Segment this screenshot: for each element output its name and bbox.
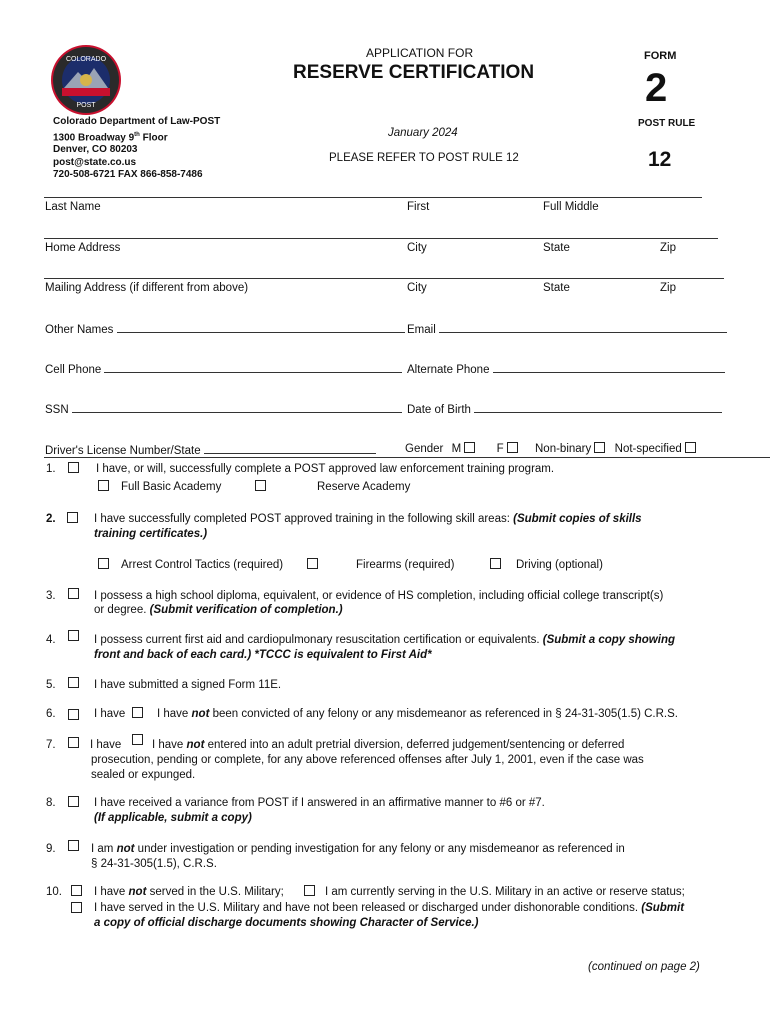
agency-block bbox=[53, 116, 220, 182]
home-city-label: City bbox=[407, 242, 427, 254]
item-10-served-label: I have served in the U.S. Military and have not been released or discharged under dishonorable conditions. (Submit bbox=[94, 902, 685, 914]
arrest-control-checkbox[interactable] bbox=[98, 558, 109, 569]
refer-note: PLEASE REFER TO POST RULE 12 bbox=[329, 152, 519, 164]
app-for-label: APPLICATION FOR bbox=[366, 46, 474, 60]
item-6-have-label: I have bbox=[94, 708, 126, 720]
item-3-number: 3. bbox=[46, 590, 56, 602]
continued-note: (continued on page 2) bbox=[588, 961, 700, 973]
gender-f-checkbox[interactable] bbox=[507, 442, 518, 453]
home-zip-label: Zip bbox=[660, 242, 676, 254]
cell-phone-label: Cell Phone bbox=[45, 364, 102, 376]
firearms-label: Firearms (required) bbox=[356, 559, 455, 571]
form-number: 2 bbox=[645, 66, 668, 110]
home-address-label: Home Address bbox=[45, 242, 121, 254]
arrest-control-label: Arrest Control Tactics (required) bbox=[121, 559, 284, 571]
item-3-checkbox[interactable] bbox=[68, 588, 79, 599]
mailing-address-line[interactable] bbox=[44, 278, 724, 279]
item-7-text-3: sealed or expunged. bbox=[91, 769, 196, 781]
dl-label: Driver's License Number/State bbox=[45, 445, 201, 457]
section-divider bbox=[44, 457, 770, 458]
dob-row bbox=[407, 402, 722, 416]
other-names-row bbox=[45, 322, 405, 336]
email-field[interactable] bbox=[439, 322, 727, 333]
item-4-note: front and back of each card.) *TCCC is equivalent to First Aid* bbox=[94, 649, 432, 661]
item-6-text: I have not been convicted of any felony or any misdemeanor as referenced in § 24-31-305(1.5) C.R.S. bbox=[157, 708, 678, 720]
home-state-label: State bbox=[543, 242, 570, 254]
item-6-have-checkbox[interactable] bbox=[68, 709, 79, 720]
reserve-academy-label: Reserve Academy bbox=[317, 481, 411, 493]
item-7-text: I have not entered into an adult pretrial diversion, deferred judgement/sentencing or deferred bbox=[152, 739, 625, 751]
post-logo bbox=[50, 44, 122, 116]
dob-field[interactable] bbox=[474, 402, 722, 413]
item-10-note: a copy of official discharge documents showing Character of Service.) bbox=[94, 917, 479, 929]
item-4-checkbox[interactable] bbox=[68, 630, 79, 641]
alternate-phone-row bbox=[407, 362, 725, 376]
item-8-number: 8. bbox=[46, 797, 56, 809]
item-2-checkbox[interactable] bbox=[67, 512, 78, 523]
item-7-text-2: prosecution, pending or complete, for any above referenced offenses after July 1, 2001, even if the case was bbox=[91, 754, 644, 766]
gender-m-label: M bbox=[451, 443, 462, 455]
form-date: January 2024 bbox=[388, 127, 458, 139]
dl-field[interactable] bbox=[204, 443, 376, 454]
name-line[interactable] bbox=[44, 197, 702, 198]
mailing-state-label: State bbox=[543, 282, 570, 294]
first-name-label: First bbox=[407, 201, 430, 213]
item-5-number: 5. bbox=[46, 679, 56, 691]
gender-ns-checkbox[interactable] bbox=[685, 442, 696, 453]
email-label: Email bbox=[407, 324, 436, 336]
agency-email: post@state.co.us bbox=[53, 156, 137, 168]
item-5-text: I have submitted a signed Form 11E. bbox=[94, 679, 282, 691]
last-name-label: Last Name bbox=[45, 201, 101, 213]
dl-row bbox=[45, 443, 376, 457]
item-6-number: 6. bbox=[46, 708, 56, 720]
form-title: RESERVE CERTIFICATION bbox=[293, 62, 535, 83]
post-rule-label: POST RULE bbox=[638, 118, 696, 129]
item-10-not-served-label: I have not served in the U.S. Military; bbox=[94, 886, 284, 898]
agency-name: Colorado Department of Law-POST bbox=[53, 116, 221, 127]
item-10-served-checkbox[interactable] bbox=[71, 902, 82, 913]
item-1-number: 1. bbox=[46, 463, 56, 475]
other-names-field[interactable] bbox=[117, 322, 405, 333]
item-9-text: I am not under investigation or pending investigation for any felony or any misdemeanor as referenced in bbox=[91, 843, 625, 855]
item-6-have-not-checkbox[interactable] bbox=[132, 707, 143, 718]
agency-street: 1300 Broadway 9th Floor bbox=[53, 131, 168, 143]
ssn-label: SSN bbox=[45, 404, 69, 416]
item-1-text: I have, or will, successfully complete a POST approved law enforcement training program. bbox=[96, 463, 555, 475]
item-9-number: 9. bbox=[46, 843, 56, 855]
item-2-note: training certificates.) bbox=[94, 528, 208, 540]
item-10-not-served-checkbox[interactable] bbox=[71, 885, 82, 896]
gender-f-label: F bbox=[496, 443, 504, 455]
item-7-have-label: I have bbox=[90, 739, 122, 751]
driving-checkbox[interactable] bbox=[490, 558, 501, 569]
item-9-text-2: § 24-31-305(1.5), C.R.S. bbox=[91, 858, 217, 870]
cell-phone-row bbox=[45, 362, 402, 376]
gender-label: Gender bbox=[405, 443, 444, 455]
mailing-zip-label: Zip bbox=[660, 282, 676, 294]
ssn-row bbox=[45, 402, 402, 416]
item-3-text-2: or degree. (Submit verification of completion.) bbox=[94, 604, 343, 616]
post-rule-number: 12 bbox=[648, 148, 672, 171]
item-1-checkbox[interactable] bbox=[68, 462, 79, 473]
agency-phone: 720-508-6721 FAX 866-858-7486 bbox=[53, 169, 203, 181]
item-3-text: I possess a high school diploma, equivalent, or evidence of HS completion, including official college transcript(s) bbox=[94, 590, 664, 602]
alternate-phone-field[interactable] bbox=[493, 362, 725, 373]
middle-name-label: Full Middle bbox=[543, 201, 599, 213]
gender-nb-checkbox[interactable] bbox=[594, 442, 605, 453]
email-row bbox=[407, 322, 727, 336]
form-label: FORM bbox=[644, 50, 677, 62]
firearms-checkbox[interactable] bbox=[307, 558, 318, 569]
reserve-academy-checkbox[interactable] bbox=[255, 480, 266, 491]
full-basic-academy-label: Full Basic Academy bbox=[121, 481, 222, 493]
gender-m-checkbox[interactable] bbox=[464, 442, 475, 453]
item-8-text: I have received a variance from POST if I answered in an affirmative manner to #6 or #7. bbox=[94, 797, 545, 809]
item-10-number: 10. bbox=[46, 886, 62, 898]
item-9-checkbox[interactable] bbox=[68, 840, 79, 851]
dob-label: Date of Birth bbox=[407, 404, 471, 416]
svg-text:POST: POST bbox=[76, 102, 96, 109]
item-7-number: 7. bbox=[46, 739, 56, 751]
svg-text:COLORADO: COLORADO bbox=[65, 56, 107, 63]
item-2-number: 2. bbox=[46, 513, 56, 525]
item-7-have-checkbox[interactable] bbox=[68, 737, 79, 748]
item-8-checkbox[interactable] bbox=[68, 796, 79, 807]
item-10-serving-checkbox[interactable] bbox=[304, 885, 315, 896]
gender-ns-label: Not-specified bbox=[614, 443, 682, 455]
cell-phone-field[interactable] bbox=[104, 362, 402, 373]
item-5-checkbox[interactable] bbox=[68, 677, 79, 688]
other-names-label: Other Names bbox=[45, 324, 114, 336]
item-8-note: (If applicable, submit a copy) bbox=[94, 812, 252, 824]
item-4-number: 4. bbox=[46, 634, 56, 646]
mailing-address-label: Mailing Address (if different from above) bbox=[45, 282, 249, 294]
item-2-text: I have successfully completed POST approved training in the following skill areas: (Submit copies of skills bbox=[94, 513, 642, 525]
agency-city: Denver, CO 80203 bbox=[53, 144, 138, 156]
home-address-line[interactable] bbox=[44, 238, 718, 239]
item-4-text: I possess current first aid and cardiopulmonary resuscitation certification or equivalents. (Submit a copy showing bbox=[94, 634, 675, 646]
gender-row bbox=[405, 442, 696, 455]
mailing-city-label: City bbox=[407, 282, 427, 294]
gender-nb-label: Non-binary bbox=[535, 443, 592, 455]
item-7-have-not-checkbox[interactable] bbox=[132, 734, 143, 745]
driving-label: Driving (optional) bbox=[516, 559, 603, 571]
full-basic-academy-checkbox[interactable] bbox=[98, 480, 109, 491]
ssn-field[interactable] bbox=[72, 402, 402, 413]
alternate-phone-label: Alternate Phone bbox=[407, 364, 490, 376]
item-10-serving-label: I am currently serving in the U.S. Military in an active or reserve status; bbox=[325, 886, 685, 898]
